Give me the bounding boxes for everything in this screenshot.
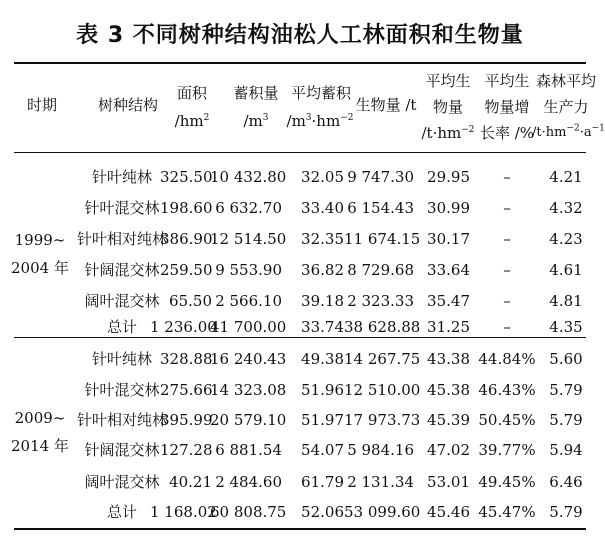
header-volume-unit: $/m^3$ — [243, 112, 269, 130]
header-volume-line1: 蓄积量 — [233, 84, 279, 102]
row-name: 总计 — [106, 503, 137, 521]
row-productivity: 4.23 — [549, 230, 583, 248]
period-label-1: 1999~ — [14, 231, 66, 249]
row-name: 针叶相对纯林 — [76, 411, 167, 429]
row-avg-volume: 52.06 — [301, 503, 344, 521]
row-name: 针阔混交林 — [84, 441, 160, 459]
row-name: 针阔混交林 — [84, 261, 160, 279]
bottom-rule — [14, 528, 586, 530]
header-growth-line1: 平均生 — [484, 72, 530, 90]
row-name: 针叶纯林 — [91, 168, 152, 186]
row-name: 针叶混交林 — [84, 381, 160, 399]
row-volume: 6 632.70 — [215, 199, 282, 217]
row-growth: 46.43% — [478, 381, 536, 399]
header-period: 时期 — [26, 96, 57, 114]
row-avg-biomass: 31.25 — [427, 318, 470, 336]
header-productivity-line2: 生产力 — [543, 98, 589, 116]
row-biomass: 53 099.60 — [344, 503, 421, 521]
row-growth: 44.84% — [478, 350, 536, 368]
row-name: 针叶纯林 — [91, 350, 152, 368]
row-productivity: 4.32 — [549, 199, 583, 217]
row-growth: – — [503, 230, 511, 248]
row-avg-biomass: 33.64 — [427, 261, 470, 279]
row-area: 275.66 — [160, 381, 213, 399]
row-productivity: 5.94 — [549, 441, 583, 459]
row-volume: 20 579.10 — [210, 411, 287, 429]
header-structure: 树种结构 — [97, 96, 158, 114]
row-growth: – — [503, 199, 511, 217]
header-area-unit: $/hm^2$ — [174, 112, 210, 130]
row-area: 328.88 — [160, 350, 213, 368]
row-name: 针叶相对纯林 — [76, 230, 167, 248]
row-name: 针叶混交林 — [84, 199, 160, 217]
row-growth: – — [503, 318, 511, 336]
group-separator-rule — [14, 337, 586, 338]
row-productivity: 4.81 — [549, 292, 583, 310]
period-label-2: 2009~ — [14, 409, 66, 427]
header-rule — [14, 152, 586, 153]
row-volume: 2 566.10 — [215, 292, 282, 310]
row-area: 325.50 — [160, 168, 213, 186]
row-avg-biomass: 43.38 — [427, 350, 470, 368]
row-avg-biomass: 45.38 — [427, 381, 470, 399]
row-productivity: 6.46 — [549, 473, 583, 491]
row-avg-volume: 32.05 — [301, 168, 344, 186]
row-biomass: 2 323.33 — [347, 292, 414, 310]
row-productivity: 4.35 — [549, 318, 583, 336]
header-biomass: 生物量 /t — [355, 96, 417, 114]
header-avg-biomass-unit: $/t\cdot hm^{-2}$ — [421, 124, 475, 142]
header-avg-volume-unit: $/m^3\cdot hm^{-2}$ — [286, 112, 354, 130]
row-biomass: 11 674.15 — [344, 230, 421, 248]
period-label-2b: 2014 年 — [11, 437, 69, 455]
row-avg-biomass: 47.02 — [427, 441, 470, 459]
row-volume: 41 700.00 — [210, 318, 287, 336]
row-volume: 14 323.08 — [210, 381, 287, 399]
row-avg-biomass: 45.46 — [427, 503, 470, 521]
row-area: 259.50 — [160, 261, 213, 279]
row-growth: 49.45% — [478, 473, 536, 491]
table-title: 表 3 不同树种结构油松人工林面积和生物量 — [76, 23, 524, 48]
row-avg-biomass: 53.01 — [427, 473, 470, 491]
row-biomass: 5 984.16 — [347, 441, 414, 459]
row-productivity: 5.60 — [549, 350, 583, 368]
row-name: 总计 — [106, 318, 137, 336]
row-volume: 9 553.90 — [215, 261, 282, 279]
row-area: 198.60 — [160, 199, 213, 217]
header-productivity-unit: $/t\cdot hm^{-2}\cdot a^{-1}$ — [532, 123, 605, 140]
header-avg-biomass-line2: 物量 — [432, 98, 463, 116]
row-volume: 12 514.50 — [210, 230, 287, 248]
row-volume: 6 881.54 — [215, 441, 282, 459]
header-avg-volume-line1: 平均蓄积 — [290, 84, 351, 102]
period-label-1b: 2004 年 — [11, 259, 69, 277]
row-name: 阔叶混交林 — [84, 292, 160, 310]
row-area: 65.50 — [169, 292, 212, 310]
row-volume: 10 432.80 — [210, 168, 287, 186]
row-avg-volume: 39.18 — [301, 292, 344, 310]
row-growth: – — [503, 261, 511, 279]
row-avg-biomass: 45.39 — [427, 411, 470, 429]
row-area: 127.28 — [160, 441, 213, 459]
row-biomass: 12 510.00 — [344, 381, 421, 399]
row-area: 386.90 — [160, 230, 213, 248]
row-growth: 45.47% — [478, 503, 536, 521]
row-avg-biomass: 29.95 — [427, 168, 470, 186]
row-biomass: 14 267.75 — [344, 350, 421, 368]
row-biomass: 2 131.34 — [347, 473, 414, 491]
row-area: 40.21 — [169, 473, 212, 491]
row-avg-volume: 54.07 — [301, 441, 344, 459]
header-productivity-line1: 森林平均 — [536, 72, 597, 90]
top-rule — [14, 62, 586, 64]
row-biomass: 38 628.88 — [344, 318, 421, 336]
row-growth: – — [503, 292, 511, 310]
row-volume: 2 484.60 — [215, 473, 282, 491]
row-productivity: 4.21 — [549, 168, 583, 186]
row-avg-biomass: 30.17 — [427, 230, 470, 248]
row-avg-volume: 51.97 — [301, 411, 344, 429]
row-avg-volume: 61.79 — [301, 473, 344, 491]
header-growth-line3: 长率 /% — [479, 124, 535, 142]
row-productivity: 5.79 — [549, 381, 583, 399]
header-area-line1: 面积 — [176, 84, 207, 102]
row-area: 1 168.02 — [150, 503, 217, 521]
row-growth: – — [503, 168, 511, 186]
row-biomass: 9 747.30 — [347, 168, 414, 186]
row-avg-volume: 32.35 — [301, 230, 344, 248]
row-productivity: 5.79 — [549, 503, 583, 521]
row-avg-volume: 33.74 — [301, 318, 344, 336]
row-avg-volume: 49.38 — [301, 350, 344, 368]
row-productivity: 4.61 — [549, 261, 583, 279]
row-biomass: 6 154.43 — [347, 199, 414, 217]
row-avg-volume: 36.82 — [301, 261, 344, 279]
row-avg-volume: 51.96 — [301, 381, 344, 399]
row-area: 395.99 — [160, 411, 213, 429]
row-area: 1 236.00 — [150, 318, 217, 336]
row-growth: 39.77% — [478, 441, 536, 459]
row-biomass: 17 973.73 — [344, 411, 421, 429]
row-avg-biomass: 35.47 — [427, 292, 470, 310]
row-biomass: 8 729.68 — [347, 261, 414, 279]
header-growth-line2: 物量增 — [484, 98, 530, 116]
row-productivity: 5.79 — [549, 411, 583, 429]
row-name: 阔叶混交林 — [84, 473, 160, 491]
row-volume: 16 240.43 — [210, 350, 287, 368]
row-avg-volume: 33.40 — [301, 199, 344, 217]
header-avg-biomass-line1: 平均生 — [425, 72, 471, 90]
row-growth: 50.45% — [478, 411, 536, 429]
row-avg-biomass: 30.99 — [427, 199, 470, 217]
row-volume: 60 808.75 — [210, 503, 287, 521]
